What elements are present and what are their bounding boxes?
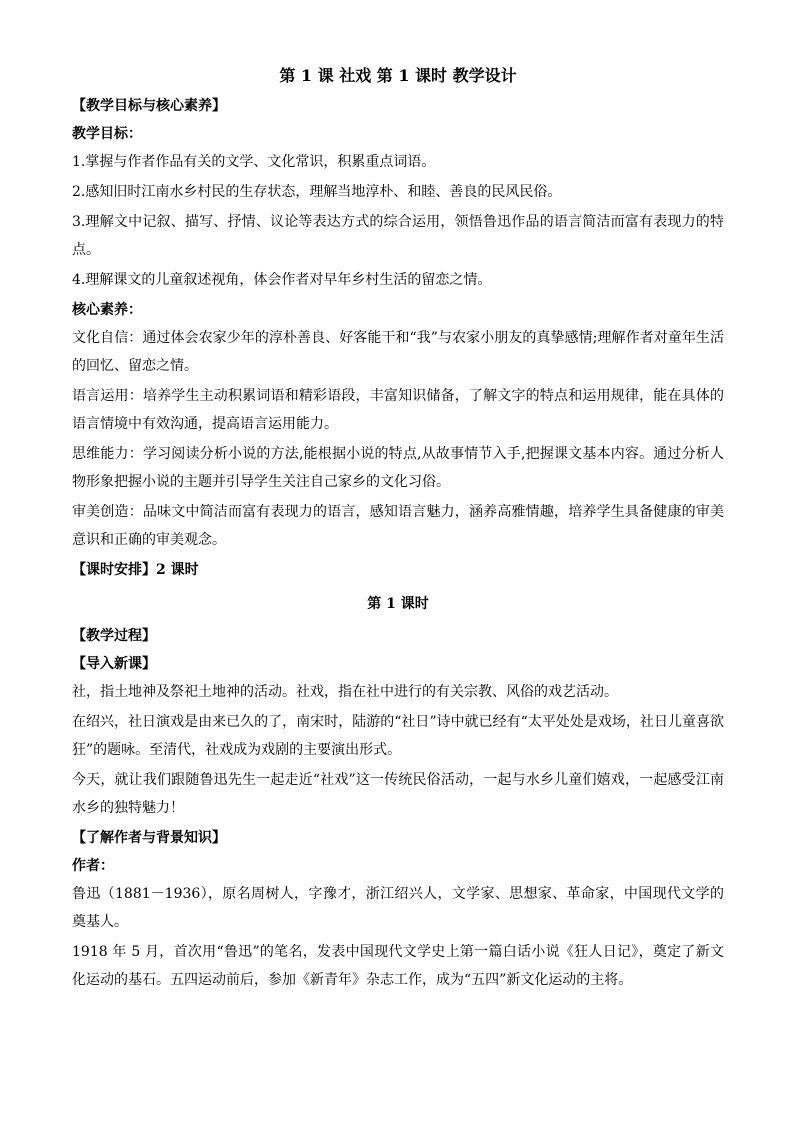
lesson-title: 第 1 课时: [367, 596, 429, 612]
schedule-heading: 【课时安排】: [72, 562, 156, 578]
schedule-line: [72, 556, 724, 584]
author-paragraph-2: 1918 年 5 月，首次用“鲁迅”的笔名，发表中国现代文学史上第一篇白话小说《狂人日记》，奠定了新文化运动的基石。五四运动前后，参加《新青年》杂志工作，成为“五四”新文化运动的主将。: [72, 944, 724, 988]
literacy-culture: 文化自信：通过体会农家少年的淳朴善良、好客能干和“我”与农家小朋友的真挚感情;理解作者对童年生活的回忆、留恋之情。: [72, 330, 724, 374]
intro-heading: 【导入新课】: [72, 656, 156, 672]
author-paragraph-1: 鲁迅（1881－1936），原名周树人，字豫才，浙江绍兴人，文学家、思想家、革命家，中国现代文学的奠基人。: [72, 886, 724, 930]
goal-item-3: 3.理解文中记叙、描写、抒情、议论等表达方式的综合运用，领悟鲁迅作品的语言简洁而富有表现力的特点。: [72, 214, 724, 258]
document-title: 第 1 课 社戏 第 1 课时 教学设计: [279, 66, 517, 85]
intro-paragraph-1: 社，指土地神及祭祀土地神的活动。社戏，指在社中进行的有关宗教、风俗的戏艺活动。: [72, 684, 618, 700]
document-page: [72, 62, 724, 996]
process-heading: 【教学过程】: [72, 628, 156, 644]
literacy-language: 语言运用：培养学生主动积累词语和精彩语段，丰富知识储备，了解文字的特点和运用规律，能在具体的语言情境中有效沟通，提高语言运用能力。: [72, 388, 724, 432]
literacy-aesthetics: 审美创造：品味文中简洁而富有表现力的语言，感知语言魅力，涵养高雅情趣，培养学生具备健康的审美意识和正确的审美观念。: [72, 504, 724, 548]
literacy-label: 核心素养：: [72, 302, 142, 318]
intro-paragraph-3: 今天，就让我们跟随鲁迅先生一起走近“社戏”这一传统民俗活动，一起与水乡儿童们嬉戏，一起感受江南水乡的独特魅力！: [72, 772, 724, 816]
schedule-value: 2 课时: [156, 562, 199, 578]
goal-item-4: 4.理解课文的儿童叙述视角，体会作者对早年乡村生活的留恋之情。: [72, 272, 492, 288]
intro-paragraph-2: 在绍兴，社日演戏是由来已久的了，南宋时，陆游的“社日”诗中就已经有“太平处处是戏场，社日儿童喜欲狂”的题咏。至清代，社戏成为戏剧的主要演出形式。: [72, 714, 724, 758]
goal-item-2: 2.感知旧时江南水乡村民的生存状态，理解当地淳朴、和睦、善良的民风民俗。: [72, 184, 562, 200]
literacy-thinking: 思维能力：学习阅读分析小说的方法,能根据小说的特点,从故事情节入手,把握课文基本内容。通过分析人物形象把握小说的主题并引导学生关注自己家乡的文化习俗。: [72, 446, 724, 490]
goals-label: 教学目标：: [72, 126, 142, 142]
goal-item-1: 1.掌握与作者作品有关的文学、文化常识，积累重点词语。: [72, 154, 436, 170]
background-heading: 【了解作者与背景知识】: [72, 830, 226, 846]
objectives-heading: 【教学目标与核心素养】: [72, 98, 226, 114]
author-label: 作者：: [72, 858, 114, 874]
